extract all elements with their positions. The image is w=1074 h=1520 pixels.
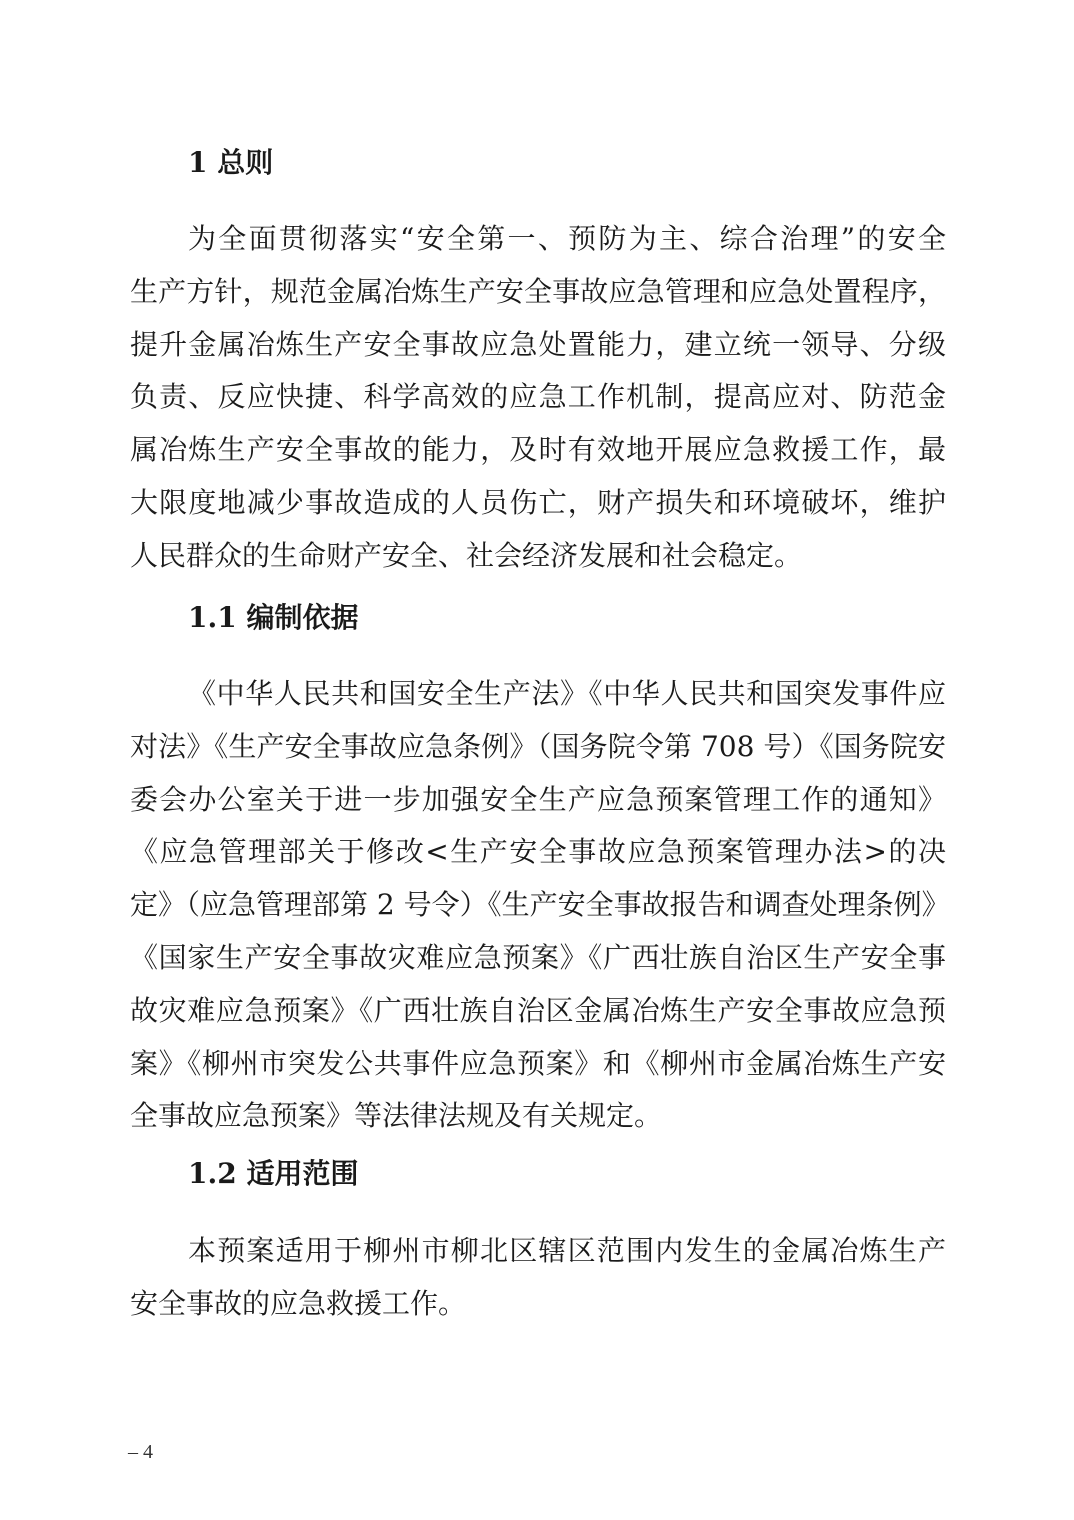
paragraph-line: 对法》《生产安全事故应急条例》（国务院令第 708 号）《国务院安 (130, 729, 946, 763)
paragraph-line: 《国家生产安全事故灾难应急预案》《广西壮族自治区生产安全事 (130, 940, 946, 974)
paragraph-line: 安全事故的应急救援工作。 (130, 1286, 467, 1320)
paragraph-scope (130, 1225, 946, 1331)
paragraph-line: 为全面贯彻落实“安全第一、预防为主、综合治理”的安全 (188, 222, 946, 255)
paragraph-line: 《应急管理部关于修改<生产安全事故应急预案管理办法>的决 (130, 835, 946, 869)
section-heading-general: 1 总则 (188, 146, 274, 179)
paragraph-basis (130, 668, 950, 1143)
page-number: – 4 (128, 1441, 153, 1463)
paragraph-line: 委会办公室关于进一步加强安全生产应急预案管理工作的通知》 (130, 782, 946, 816)
paragraph-line: 属冶炼生产安全事故的能力，及时有效地开展应急救援工作，最 (130, 433, 946, 467)
paragraph-line: 大限度地减少事故造成的人员伤亡，财产损失和环境破坏，维护 (130, 485, 946, 519)
paragraph-line: 故灾难应急预案》《广西壮族自治区金属冶炼生产安全事故应急预 (130, 993, 946, 1027)
paragraph-line: 生产方针，规范金属冶炼生产安全事故应急管理和应急处置程序， (130, 274, 946, 308)
paragraph-line: 《中华人民共和国安全生产法》《中华人民共和国突发事件应 (188, 677, 946, 710)
paragraph-line: 负责、反应快捷、科学高效的应急工作机制，提高应对、防范金 (130, 380, 946, 414)
paragraph-line: 全事故应急预案》等法律法规及有关规定。 (130, 1099, 663, 1133)
paragraph-line: 案》《柳州市突发公共事件应急预案》和《柳州市金属冶炼生产安 (130, 1046, 946, 1080)
paragraph-line: 人民群众的生命财产安全、社会经济发展和社会稳定。 (130, 538, 803, 572)
paragraph-line: 本预案适用于柳州市柳北区辖区范围内发生的金属冶炼生产 (188, 1234, 946, 1267)
section-heading-scope: 1.2 适用范围 (188, 1157, 359, 1190)
paragraph-line: 提升金属冶炼生产安全事故应急处置能力，建立统一领导、分级 (130, 327, 946, 361)
section-heading-basis: 1.1 编制依据 (188, 601, 359, 634)
paragraph-line: 定》（应急管理部第 2 号令）《生产安全事故报告和调查处理条例》 (130, 888, 950, 922)
paragraph-general (130, 213, 946, 583)
